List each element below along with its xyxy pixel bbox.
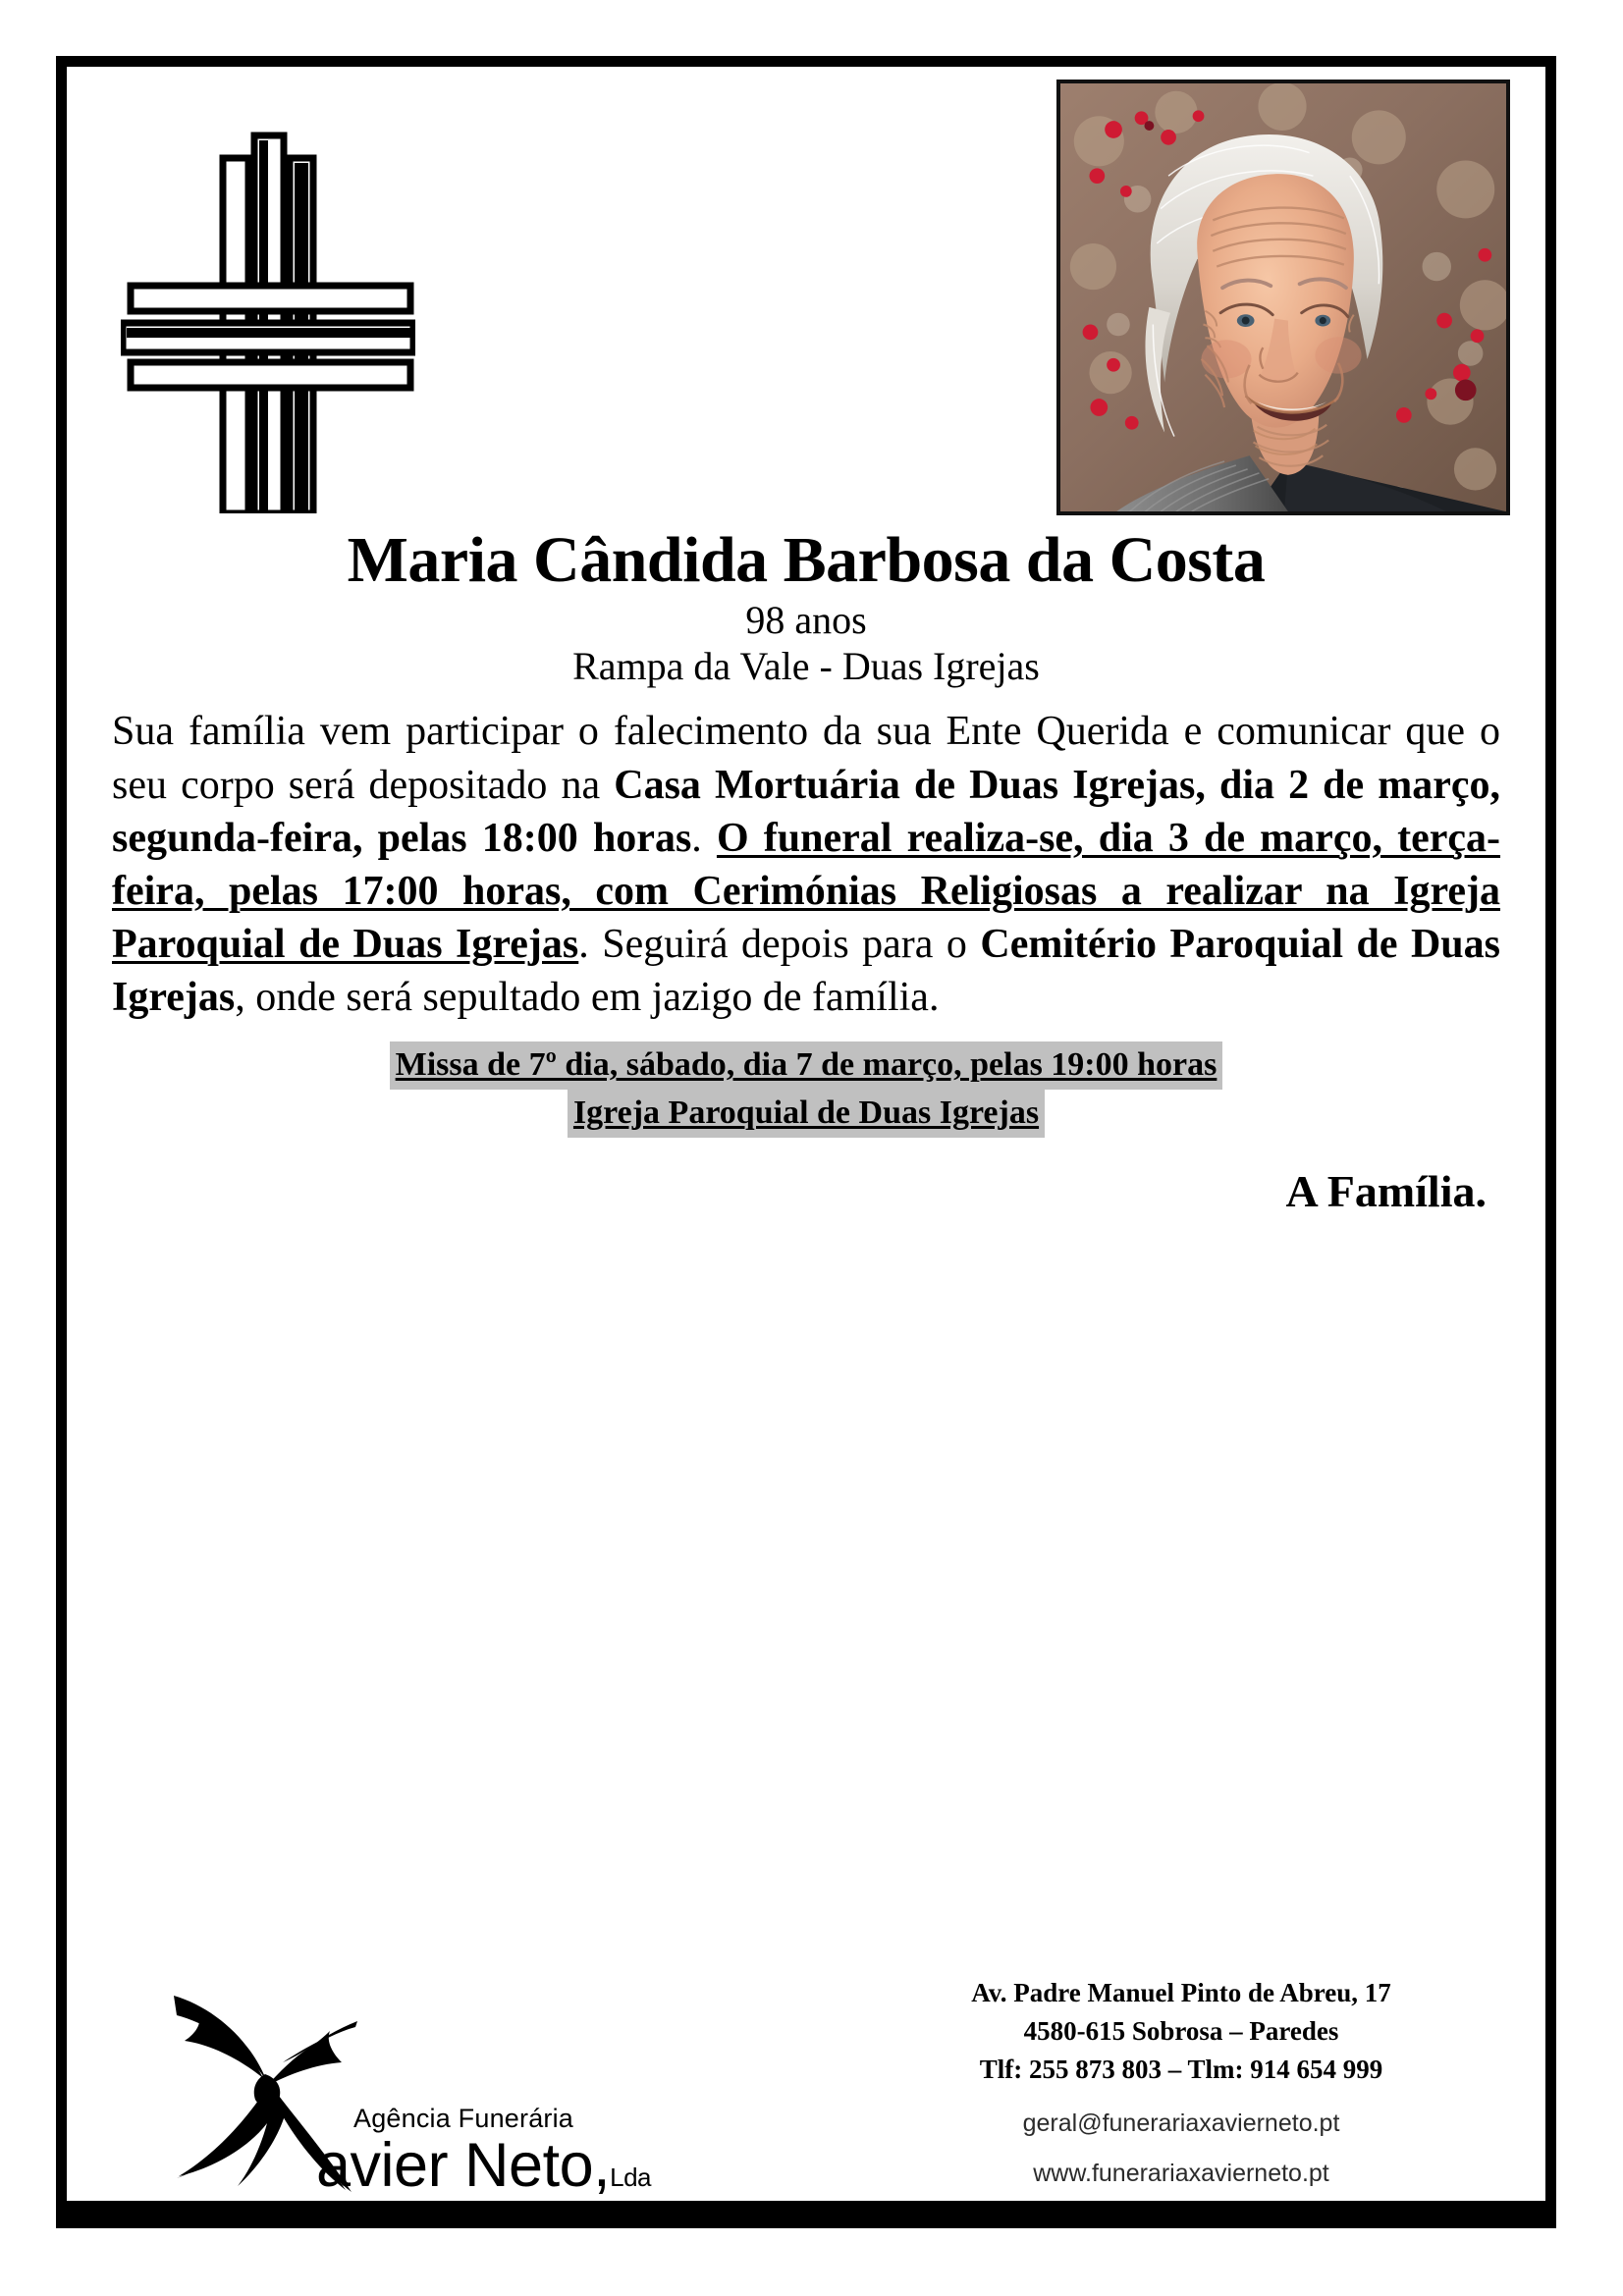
footer-divider — [67, 2201, 1545, 2217]
funeral-details: O funeral realiza-se, dia 3 de março, terça-feira, pelas 17:00 horas, com Cerimónias Religiosas a realizar na Igreja Paroquial de Duas Igrejas — [112, 815, 1501, 968]
deceased-age: 98 anos — [745, 597, 867, 642]
agency-name — [316, 2130, 652, 2200]
announcement-intro: Sua família vem participar o falecimento da sua Ente Querida e comunicar que o seu corpo será depositado na — [112, 709, 1500, 808]
announcement-paragraph — [112, 705, 1500, 1024]
agency-branding — [169, 1955, 778, 2201]
agency-wordmark — [316, 2104, 652, 2200]
agency-name-text: avier Neto, — [316, 2130, 611, 2200]
agency-contact-details — [817, 1974, 1545, 2201]
agency-email[interactable]: geral@funerariaxavierneto.pt — [1022, 2109, 1340, 2137]
announcement-separator-1: . — [691, 815, 717, 861]
mass-location-line: Igreja Paroquial de Duas Igrejas — [568, 1090, 1045, 1138]
family-signature: A Família. — [1285, 1166, 1487, 1217]
seventh-day-mass-block — [67, 1041, 1545, 1138]
announcement-separator-2: . Seguirá depois para o — [578, 922, 981, 968]
wake-details: Casa Mortuária de Duas Igrejas, dia 2 de março, segunda-feira, pelas 18:00 horas — [112, 762, 1500, 861]
cross-icon — [121, 101, 415, 513]
deceased-name: Maria Cândida Barbosa da Costa — [347, 524, 1266, 596]
agency-website[interactable]: www.funerariaxavierneto.pt — [1033, 2160, 1329, 2188]
announcement-outro: , onde será sepultado em jazigo de família. — [235, 975, 940, 1021]
mass-date-line: Missa de 7º dia, sábado, dia 7 de março, pelas 19:00 horas — [390, 1041, 1223, 1090]
agency-address-line-1: Av. Padre Manuel Pinto de Abreu, 17 — [971, 1978, 1391, 2008]
footer-content — [67, 1923, 1545, 2201]
page-content — [67, 67, 1545, 2217]
agency-kicker: Agência Funerária — [353, 2104, 574, 2134]
footer — [67, 1923, 1545, 2217]
page-border-frame — [56, 56, 1556, 2228]
agency-phones: Tlf: 255 873 803 – Tlm: 914 654 999 — [979, 2055, 1383, 2085]
header-zone — [67, 67, 1545, 520]
agency-legal-suffix: Lda — [610, 2162, 652, 2192]
cemetery-details: Cemitério Paroquial de Duas Igrejas — [112, 922, 1500, 1021]
agency-address-line-2: 4580-615 Sobrosa – Paredes — [1023, 2016, 1339, 2047]
name-block — [67, 526, 1545, 689]
deceased-residence: Rampa da Vale - Duas Igrejas — [572, 644, 1040, 689]
portrait-photo — [1056, 80, 1510, 515]
